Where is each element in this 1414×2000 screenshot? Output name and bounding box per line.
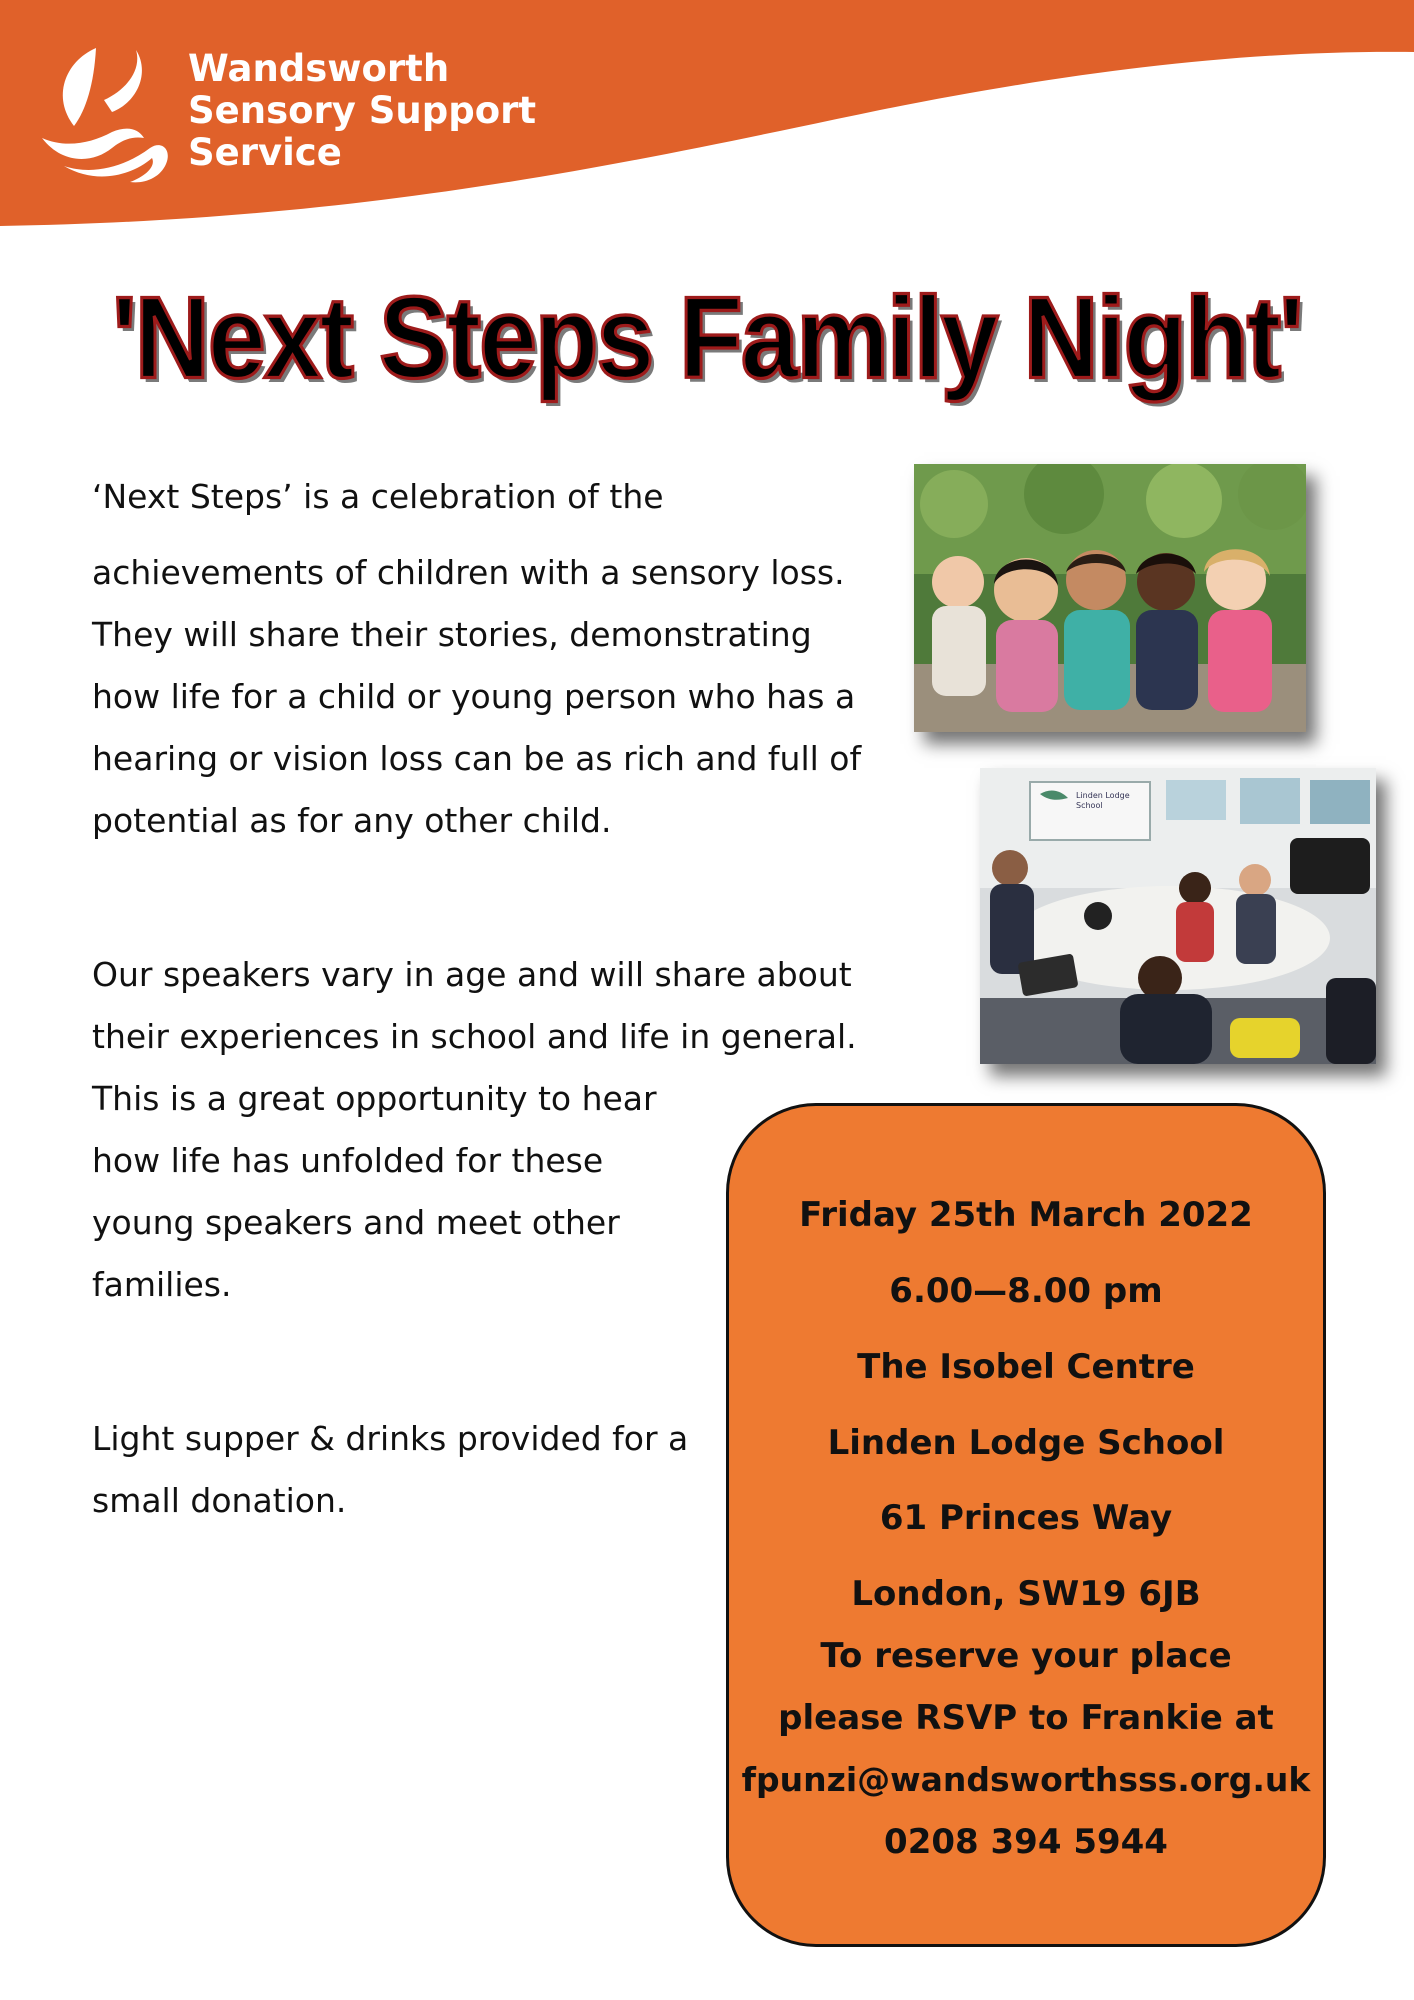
intro-line: potential as for any other child. — [92, 801, 612, 840]
rsvp-email-link[interactable]: fpunzi@wandsworthsss.org.uk — [741, 1760, 1311, 1799]
screen-text-1: Linden Lodge — [1076, 791, 1130, 800]
intro-line: hearing or vision loss can be as rich and full of — [92, 739, 862, 778]
children-group-photo — [914, 464, 1306, 732]
org-name-line-2: Sensory Support — [188, 89, 537, 132]
speakers-line: Our speakers vary in age and will share about — [92, 955, 852, 994]
intro-line: achievements of children with a sensory loss. — [92, 553, 845, 592]
event-school: Linden Lodge School — [827, 1423, 1225, 1463]
rsvp-line-2: please RSVP to Frankie at — [778, 1698, 1274, 1738]
speakers-line: their experiences in school and life in general. — [92, 1017, 857, 1056]
supper-paragraph — [92, 1408, 688, 1532]
event-date: Friday 25th March 2022 — [799, 1195, 1253, 1235]
screen-text-2: School — [1076, 801, 1103, 810]
event-street: 61 Princes Way — [879, 1498, 1173, 1538]
classroom-photo-icon — [980, 768, 1376, 1064]
event-city: London, SW19 6JB — [851, 1574, 1201, 1614]
organization-name — [188, 48, 536, 174]
event-time: 6.00—8.00 pm — [889, 1271, 1163, 1311]
intro-line: They will share their stories, demonstrating — [92, 615, 812, 654]
org-name-line-1: Wandsworth — [188, 47, 450, 90]
org-name-line-3: Service — [188, 131, 342, 174]
speakers-line: young speakers and meet other — [92, 1203, 620, 1242]
intro-line: how life for a child or young person who has a — [92, 677, 856, 716]
speakers-line: how life has unfolded for these — [92, 1141, 604, 1180]
supper-line: small donation. — [92, 1481, 347, 1520]
intro-line: ‘Next Steps’ is a celebration of the — [92, 477, 664, 516]
children-group-photo-icon — [914, 464, 1306, 732]
page-title: 'Next Steps Family Night' — [112, 273, 1302, 404]
speakers-line: families. — [92, 1265, 232, 1304]
hands-leaf-logo-icon — [34, 40, 174, 190]
supper-line: Light supper & drinks provided for a — [92, 1419, 689, 1458]
intro-paragraph — [92, 466, 861, 852]
classroom-photo — [980, 768, 1376, 1064]
rsvp-line-1: To reserve your place — [820, 1636, 1232, 1676]
event-info-box — [726, 1103, 1326, 1947]
event-venue: The Isobel Centre — [857, 1347, 1195, 1387]
contact-phone: 0208 394 5944 — [884, 1822, 1168, 1862]
speakers-line: This is a great opportunity to hear — [92, 1079, 657, 1118]
